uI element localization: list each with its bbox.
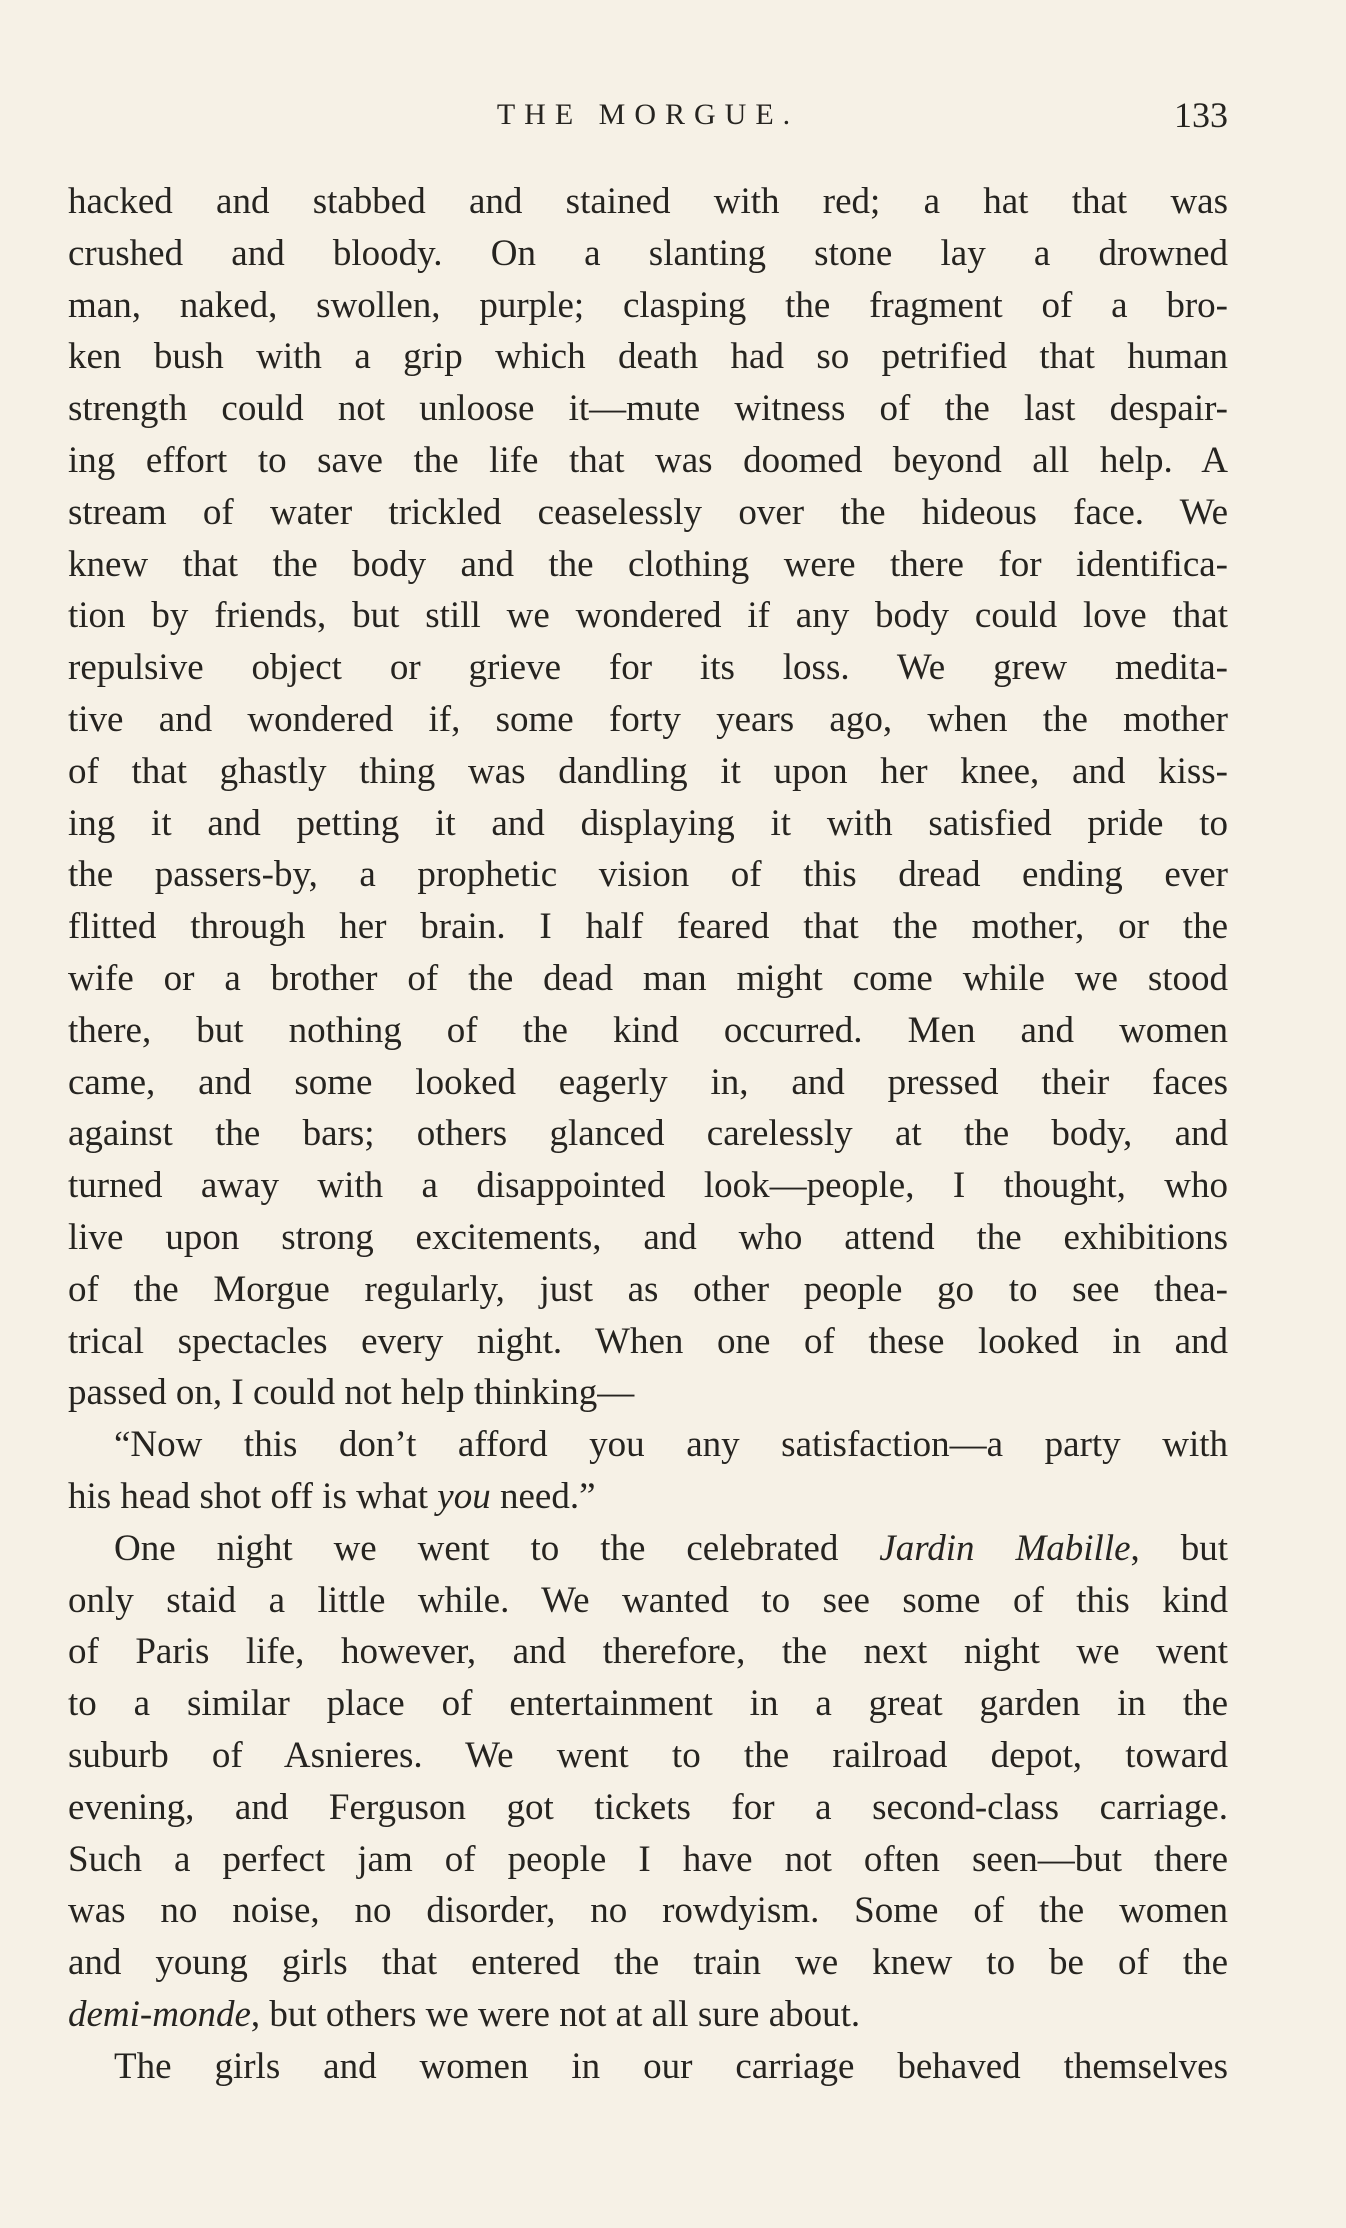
- text-run: , but: [1130, 1527, 1228, 1569]
- text-line: crushed and bloody. On a slanting stone lay a drowned: [68, 232, 1228, 274]
- text-line: strength could not unloose it—mute witness of the last despair-: [68, 388, 1228, 430]
- text-line: “Now this don’t afford you any satisfaction—a party with: [114, 1424, 1228, 1466]
- text-line: trical spectacles every night. When one of these looked in and: [68, 1320, 1228, 1362]
- text-line: repulsive object or grieve for its loss. We grew medita-: [68, 647, 1228, 689]
- text-line: [68, 1989, 1228, 2041]
- text-line: there, but nothing of the kind occurred. Men and women: [68, 1009, 1228, 1051]
- text-line: ing it and petting it and displaying it with satisfied pride to: [68, 802, 1228, 844]
- text-line: Such a perfect jam of people I have not often seen—but there: [68, 1838, 1228, 1880]
- text-line: ken bush with a grip which death had so petrified that human: [68, 336, 1228, 378]
- italic-text: Jardin Mabille: [879, 1527, 1131, 1569]
- text-run: One night we went to the celebrated: [114, 1527, 880, 1569]
- text-line: turned away with a disappointed look—people, I thought, who: [68, 1165, 1228, 1207]
- text-run: , but others we were not at all sure about.: [250, 1993, 861, 2035]
- text-line: wife or a brother of the dead man might come while we stood: [68, 957, 1228, 999]
- page-number: 133: [1174, 95, 1228, 135]
- italic-text: demi-monde: [68, 1993, 251, 2035]
- italic-text: you: [437, 1475, 491, 1517]
- text-line: only staid a little while. We wanted to see some of this kind: [68, 1579, 1228, 1621]
- text-line: was no noise, no disorder, no rowdyism. Some of the women: [68, 1890, 1228, 1932]
- text-line: and young girls that entered the train we knew to be of the: [68, 1942, 1228, 1984]
- text-line: stream of water trickled ceaselessly over the hideous face. We: [68, 491, 1228, 533]
- text-line: the passers-by, a prophetic vision of this dread ending ever: [68, 854, 1228, 896]
- text-line: of the Morgue regularly, just as other people go to see thea-: [68, 1268, 1228, 1310]
- text-line: of Paris life, however, and therefore, the next night we went: [68, 1631, 1228, 1673]
- text-line: against the bars; others glanced carelessly at the body, and: [68, 1113, 1228, 1155]
- text-run: his head shot off is what: [68, 1475, 438, 1517]
- running-title: THE MORGUE.: [496, 98, 800, 131]
- text-line: of that ghastly thing was dandling it upon her knee, and kiss-: [68, 750, 1228, 792]
- body-text: [68, 176, 1228, 2092]
- text-line: man, naked, swollen, purple; clasping the fragment of a bro-: [68, 284, 1228, 326]
- text-line: [68, 1471, 1228, 1523]
- text-line: came, and some looked eagerly in, and pressed their faces: [68, 1061, 1228, 1103]
- text-line: ing effort to save the life that was doomed beyond all help. A: [68, 439, 1228, 481]
- text-line: suburb of Asnieres. We went to the railroad depot, toward: [68, 1734, 1228, 1776]
- text-line: passed on, I could not help thinking—: [68, 1372, 635, 1414]
- text-line: knew that the body and the clothing were there for identifica-: [68, 543, 1228, 585]
- text-run: need.”: [490, 1475, 596, 1517]
- text-line: [68, 1523, 1228, 1575]
- text-line: flitted through her brain. I half feared that the mother, or the: [68, 906, 1228, 948]
- text-line: live upon strong excitements, and who attend the exhibitions: [68, 1216, 1228, 1258]
- text-line: The girls and women in our carriage behaved themselves: [114, 2045, 1228, 2087]
- text-line: tive and wondered if, some forty years ago, when the mother: [68, 698, 1228, 740]
- text-line: tion by friends, but still we wondered if any body could love that: [68, 595, 1228, 637]
- page-header: [68, 95, 1228, 158]
- text-line: evening, and Ferguson got tickets for a second-class carriage.: [68, 1786, 1228, 1828]
- text-line: to a similar place of entertainment in a great garden in the: [68, 1683, 1228, 1725]
- text-line: hacked and stabbed and stained with red; a hat that was: [68, 181, 1228, 222]
